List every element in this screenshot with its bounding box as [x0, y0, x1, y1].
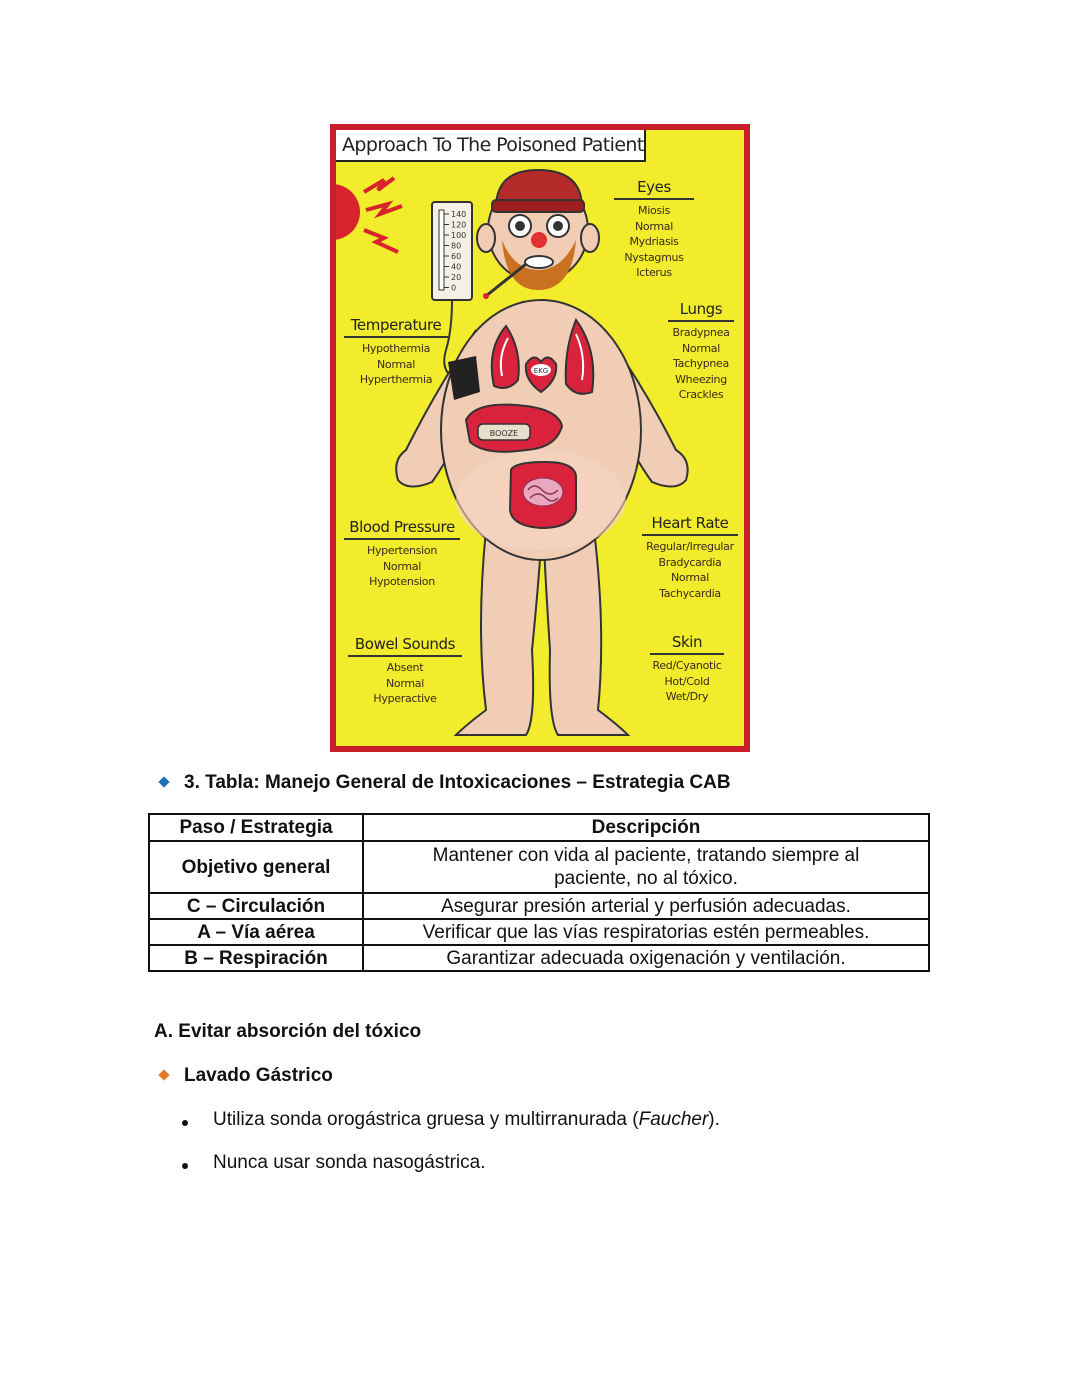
table-cell-description: Garantizar adecuada oxigenación y ventilación. [363, 945, 929, 971]
heat-bolt-icon [364, 178, 394, 192]
skin-panel [650, 633, 724, 705]
thermometer-tick-label: 140 [451, 210, 467, 219]
heart-rate-item: Normal [671, 571, 709, 584]
eyes-panel [614, 178, 694, 281]
diamond-bullet-icon [158, 1069, 169, 1080]
poster-title-box [336, 130, 646, 162]
heart-rate-heading: Heart Rate [642, 514, 738, 536]
cab-strategy-table [148, 813, 930, 972]
bullet-text-part: Utiliza sonda orogástrica gruesa y multirranurada ( [213, 1109, 639, 1130]
skin-item: Hot/Cold [664, 674, 710, 688]
lungs-item: Crackles [678, 388, 724, 401]
bullet-item: Nunca usar sonda nasogástrica. [213, 1152, 486, 1173]
temperature-heading: Temperature [344, 316, 448, 338]
thermometer-tick-label: 20 [451, 273, 462, 282]
bottle-label: BOOZE [489, 429, 519, 438]
poster-title: Approach To The Poisoned Patient [342, 134, 644, 156]
skin-heading: Skin [650, 633, 724, 655]
lungs-item: Wheezing [675, 372, 727, 386]
heart-rate-panel [642, 514, 738, 601]
bowel-sounds-heading: Bowel Sounds [348, 635, 462, 657]
bowel-sounds-panel [348, 635, 462, 707]
poster-background [336, 130, 744, 746]
eyes-item: Normal [635, 219, 673, 233]
temperature-panel [344, 316, 448, 388]
bullet-text-part: ). [708, 1109, 720, 1130]
lungs-item: Normal [682, 341, 720, 355]
heart-rate-item: Tachycardia [659, 586, 721, 600]
eyes-item: Icterus [636, 266, 672, 279]
bowel-sounds-item: Absent [386, 661, 424, 674]
table-header-cell: Paso / Estrategia [149, 814, 363, 841]
heart-label: EKG [533, 367, 549, 375]
table-cell-step: C – Circulación [149, 893, 363, 919]
table-row [149, 841, 929, 893]
table-cell-step: B – Respiración [149, 945, 363, 971]
lungs-panel [668, 300, 734, 403]
sun-icon [336, 184, 360, 240]
eyes-item: Nystagmus [624, 250, 684, 264]
heart-rate-item: Regular/Irregular [646, 540, 734, 553]
table-cell-step: A – Vía aérea [149, 919, 363, 945]
heart-rate-item: Bradycardia [658, 555, 722, 569]
skin-item: Wet/Dry [665, 690, 709, 703]
diamond-bullet-icon [158, 776, 169, 787]
thermometer-tick-label: 60 [451, 252, 462, 261]
temperature-item: Normal [377, 357, 415, 371]
temperature-item: Hypothermia [361, 342, 431, 355]
bullet-icon [182, 1163, 188, 1169]
blood-pressure-item: Hypotension [369, 575, 435, 588]
table-header-cell: Descripción [363, 814, 929, 841]
table-row [149, 893, 929, 919]
table-row [149, 945, 929, 971]
eyes-item: Miosis [638, 204, 670, 217]
section-a-title: A. Evitar absorción del tóxico [154, 1021, 422, 1042]
bowel-sounds-item: Hyperactive [373, 692, 437, 705]
blood-pressure-item: Normal [383, 559, 421, 573]
table-cell-description: Verificar que las vías respiratorias estén permeables. [363, 919, 929, 945]
thermometer-tick-label: 120 [451, 220, 467, 230]
table-cell-description: Mantener con vida al paciente, tratando siempre al paciente, no al tóxico. [363, 841, 929, 893]
table-cell-description: Asegurar presión arterial y perfusión adecuadas. [363, 893, 929, 919]
bullet-item [213, 1109, 720, 1131]
thermometer-tick-label: 80 [451, 241, 462, 251]
blood-pressure-heading: Blood Pressure [344, 518, 460, 540]
eyes-heading: Eyes [614, 178, 694, 200]
bowel-sounds-item: Normal [386, 676, 424, 690]
bullet-text-emphasis: Faucher [638, 1109, 709, 1130]
poisoned-patient-poster [330, 124, 750, 752]
skin-item: Red/Cyanotic [652, 659, 722, 672]
table-header-row [149, 814, 929, 841]
heat-bolt-icon [366, 204, 402, 214]
lungs-heading: Lungs [668, 300, 734, 322]
blood-pressure-item: Hypertension [367, 544, 437, 557]
thermometer-tick-label: 0 [451, 283, 457, 293]
lungs-item: Bradypnea [672, 326, 730, 339]
thermometer-tick-label: 100 [451, 231, 467, 240]
table-cell-step: Objetivo general [149, 841, 363, 893]
lungs-item: Tachypnea [673, 357, 729, 370]
section-3-title: 3. Tabla: Manejo General de Intoxicaciones – Estrategia CAB [184, 772, 731, 793]
heat-bolt-icon [364, 230, 398, 252]
table-row [149, 919, 929, 945]
eyes-item: Mydriasis [629, 235, 679, 248]
thermometer-tick-label: 40 [451, 262, 462, 272]
temperature-item: Hyperthermia [359, 373, 433, 386]
lavado-gastrico-title: Lavado Gástrico [184, 1065, 333, 1086]
blood-pressure-panel [344, 518, 460, 590]
bullet-icon [182, 1120, 188, 1126]
